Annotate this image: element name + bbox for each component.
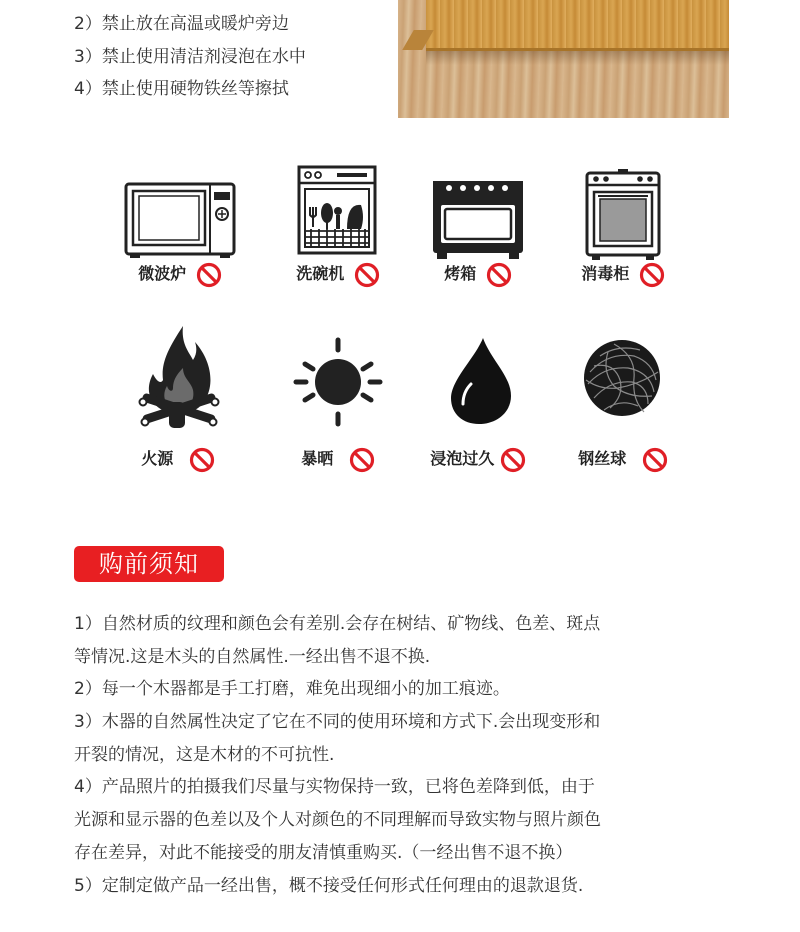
- prohibited-icon: [189, 447, 215, 473]
- notice-body: [74, 608, 724, 902]
- sun-icon: [263, 322, 413, 432]
- prohibited-item-label: 火源: [141, 449, 174, 468]
- prohibited-icon: [354, 262, 380, 288]
- care-rules-list: [74, 8, 306, 106]
- prohibited-icon: [500, 447, 526, 473]
- water-drop-icon: [403, 322, 553, 432]
- prohibited-item-label: 洗碗机: [296, 264, 345, 283]
- notice-line: 5）定制定做产品一经出售，概不接受任何形式任何理由的退款退货.: [74, 875, 584, 896]
- notice-line: 2）每一个木器都是手工打磨，难免出现细小的加工痕迹。: [74, 679, 510, 700]
- microwave-icon: [105, 165, 255, 265]
- prohibited-item-label: 浸泡过久: [430, 449, 495, 468]
- notice-line: 4）产品照片的拍摄我们尽量与实物保持一致，已将色差降到低，由于: [74, 777, 595, 798]
- prohibited-icon: [639, 262, 665, 288]
- bamboo-box-edge: [426, 0, 729, 51]
- prohibited-icon: [486, 262, 512, 288]
- fire-icon: [103, 322, 253, 432]
- dishwasher-icon: [263, 165, 413, 265]
- notice-line: 存在差异，对此不能接受的朋友清慎重购买.（一经出售不退不换）: [74, 842, 573, 863]
- prohibited-icon: [349, 447, 375, 473]
- care-rule-line: 2）禁止放在高温或暖炉旁边: [74, 14, 289, 34]
- sterilizer-cabinet-icon: [548, 165, 698, 265]
- bamboo-product-photo: [398, 0, 729, 118]
- prohibited-icon: [642, 447, 668, 473]
- notice-line: 光源和显示器的色差以及个人对颜色的不同理解而导致实物与照片颜色: [74, 810, 601, 831]
- oven-icon: [403, 165, 553, 265]
- prohibited-item-label: 暴晒: [301, 449, 334, 468]
- notice-line: 开裂的情况，这是木材的不可抗性.: [74, 744, 335, 765]
- notice-line: 1）自然材质的纹理和颜色会有差别.会存在树结、矿物线、色差、斑点: [74, 614, 601, 634]
- prohibited-item-label: 消毒柜: [581, 264, 630, 283]
- prohibited-icon: [196, 262, 222, 288]
- notice-line: 3）木器的自然属性决定了它在不同的使用环境和方式下.会出现变形和: [74, 712, 601, 733]
- care-rule-line: 3）禁止使用清洁剂浸泡在水中: [74, 46, 306, 67]
- prohibited-item-label: 烤箱: [444, 264, 477, 283]
- steel-wool-icon: [548, 322, 698, 432]
- prohibited-item-label: 微波炉: [138, 264, 187, 283]
- notice-title-badge: 购前须知: [74, 546, 224, 582]
- care-rule-line: 4）禁止使用硬物铁丝等擦拭: [74, 79, 289, 99]
- prohibited-item-label: 钢丝球: [578, 449, 627, 468]
- notice-line: 等情况.这是木头的自然属性.一经出售不退不换.: [74, 646, 431, 667]
